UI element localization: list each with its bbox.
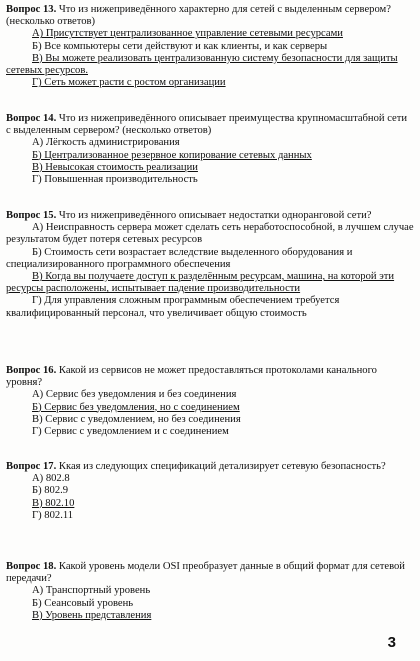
answer-text: Б) Стоимость сети возрастает вследствие выделенного оборудования и специализированного программного обеспечения (6, 246, 353, 270)
answer-option (6, 585, 414, 597)
answer-option (6, 150, 414, 162)
question-14 (6, 113, 414, 186)
question-number: Вопрос 14. (6, 113, 57, 124)
question-text: Что из нижеприведённого описывает преимущества крупномасштабной сети с выделенным сервером? (несколько ответов) (6, 113, 408, 137)
page-number: 3 (387, 634, 396, 651)
question-number: Вопрос 18. (6, 561, 57, 572)
answer-option (6, 222, 414, 246)
question-18-header (6, 561, 414, 585)
answer-option (6, 53, 414, 77)
answer-option (6, 162, 414, 174)
question-15-header (6, 210, 414, 222)
answer-option (6, 137, 414, 149)
answer-option (6, 41, 414, 53)
question-text: Что из нижеприведённого описывает недостатки одноранговой сети? (58, 210, 372, 221)
answer-text: А) Неисправность сервера может сделать сеть неработоспособной, в лучшем случае результатом будет потеря сетевых ресурсов (6, 222, 414, 246)
answer-text-underlined: В) 802.10 (32, 497, 75, 509)
answer-option (6, 174, 414, 186)
answer-text: А) Сервис без уведомления и без соединения (32, 389, 237, 401)
answer-text-underlined: В) Когда вы получаете доступ к разделённым ресурсам, машина, на которой эти ресурсы расположены, испытывает падение производительности (6, 271, 395, 295)
answer-text: Б) Все компьютеры сети действуют и как клиенты, и как серверы (32, 40, 328, 52)
answer-text: Г) 802.11 (32, 509, 74, 521)
answer-option (6, 598, 414, 610)
question-17 (6, 461, 414, 522)
answer-text-underlined: Б) Централизованное резервное копирование сетевых данных (32, 149, 312, 161)
question-13-header (6, 4, 414, 28)
answer-option (6, 271, 414, 295)
answer-text-underlined: Б) Сервис без уведомления, но с соединением (32, 401, 240, 413)
answer-option (6, 426, 414, 438)
answer-text-underlined: Г) Сеть может расти с ростом организации (32, 77, 226, 89)
question-number: Вопрос 16. (6, 365, 57, 376)
answer-text-underlined: В) Вы можете реализовать централизованную систему безопасности для защиты сетевых ресурсов. (6, 52, 398, 77)
answer-text: А) Транспортный уровень (32, 585, 151, 597)
question-13 (6, 4, 414, 89)
question-text: Ккая из следующих спецификаций детализирует сетевую безопасность? (58, 461, 386, 472)
answer-text-underlined: В) Уровень представления (32, 609, 152, 621)
question-text: Какой уровень модели OSI преобразует данные в общий формат для сетевой передачи? (6, 561, 405, 585)
question-18 (6, 561, 414, 622)
question-17-header (6, 461, 414, 473)
answer-option (6, 402, 414, 414)
answer-option (6, 510, 414, 522)
question-number: Вопрос 17. (6, 461, 57, 472)
answer-option (6, 77, 414, 89)
question-text: Какой из сервисов не может предоставляться протоколами канального уровня? (6, 365, 377, 389)
question-16 (6, 365, 414, 438)
answer-option (6, 610, 414, 622)
answer-text: В) Сервис с уведомлением, но без соединения (32, 413, 241, 425)
answer-text: Г) Сервис с уведомлением и с соединением (32, 426, 229, 438)
answer-option (6, 414, 414, 426)
answer-text: Г) Для управления сложным программным обеспечением требуется квалифицированный персонал, что увеличивает общую стоимость (6, 295, 340, 319)
answer-option (6, 247, 414, 271)
question-number: Вопрос 13. (6, 4, 57, 15)
answer-text-underlined: А) Присутствует централизованное управление сетевыми ресурсами (32, 28, 343, 40)
question-15 (6, 210, 414, 320)
answer-option (6, 473, 414, 485)
answer-text: Б) 802.9 (32, 485, 69, 497)
question-text: Что из нижеприведённого характерно для сетей с выделенным сервером? (несколько ответов) (6, 4, 391, 28)
answer-text: А) 802.8 (32, 473, 70, 485)
question-16-header (6, 365, 414, 389)
answer-text: А) Лёгкость администрирования (32, 137, 180, 149)
question-14-header (6, 113, 414, 137)
answer-text: Г) Повышенная производительность (32, 174, 198, 186)
answer-text-underlined: В) Невысокая стоимость реализации (32, 161, 198, 173)
answer-option (6, 295, 414, 319)
answer-option (6, 498, 414, 510)
answer-option (6, 485, 414, 497)
question-number: Вопрос 15. (6, 210, 57, 221)
answer-option (6, 28, 414, 40)
answer-text: Б) Сеансовый уровень (32, 597, 134, 609)
answer-option (6, 389, 414, 401)
